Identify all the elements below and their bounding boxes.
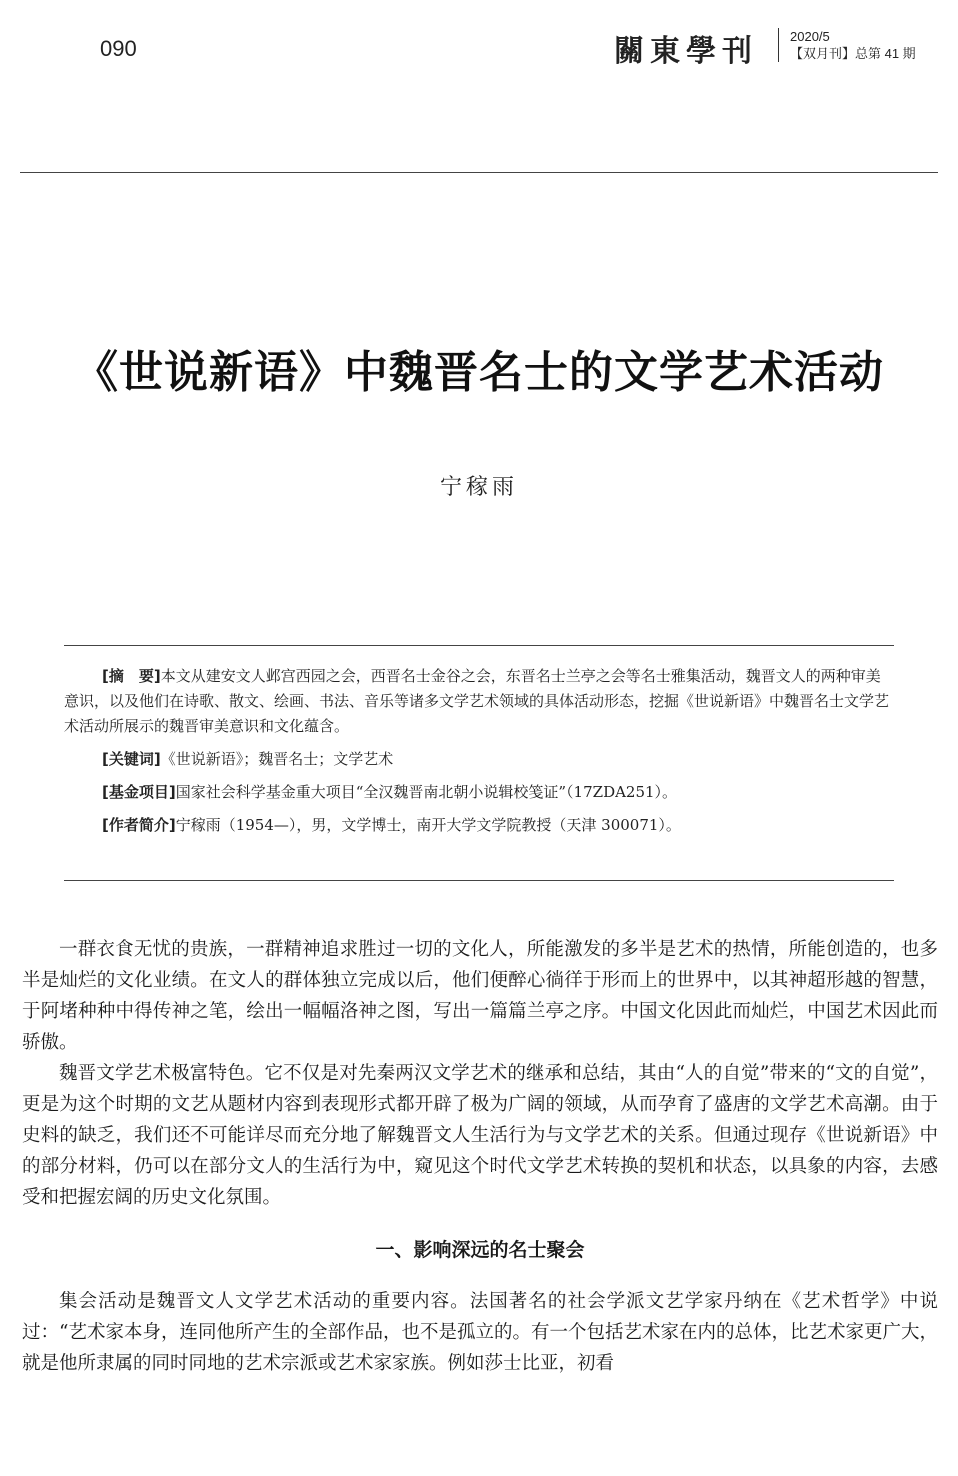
body-paragraph: 魏晋文学艺术极富特色。它不仅是对先秦两汉文学艺术的继承和总结，其由“人的自觉”带来的“文的自觉”，更是为这个时期的文艺从题材内容到表现形式都开辟了极为广阔的领域，从而孕育了盛唐的文学艺术高潮。由于史料的缺乏，我们还不可能详尽而充分地了解魏晋文人生活行为与文学艺术的关系。但通过现存《世说新语》中的部分材料，仍可以在部分文人的生活行为中，窥见这个时代文学艺术转换的契机和状态，以具象的内容，去感受和把握宏阔的历史文化氛围。 — [22, 1063, 938, 1208]
abstract-bottom-rule — [64, 880, 894, 881]
bio-text: 宁稼雨（1954—），男，文学博士，南开大学文学院教授（天津 300071）。 — [175, 816, 681, 834]
keywords — [64, 747, 894, 772]
header-rule — [20, 172, 938, 173]
issue-block — [790, 28, 916, 62]
article-title: 《世说新语》中魏晋名士的文学艺术活动 — [74, 347, 884, 398]
section-heading: 一、影响深远的名士聚会 — [375, 1239, 585, 1261]
bio-label: [作者简介] — [102, 816, 176, 834]
fund — [64, 780, 894, 805]
issue-info: 【双月刊】总第 41 期 — [790, 46, 916, 61]
body-paragraph: 集会活动是魏晋文人文学艺术活动的重要内容。法国著名的社会学派文艺学家丹纳在《艺术哲学》中说过：“艺术家本身，连同他所产生的全部作品，也不是孤立的。有一个包括艺术家在内的总体，比艺术家更广大，就是他所隶属的同时同地的艺术宗派或艺术家家族。例如莎士比亚，初看 — [22, 1291, 938, 1374]
issue-date: 2020/5 — [790, 29, 830, 44]
abstract-label: [摘 要] — [102, 667, 161, 685]
body-paragraph: 一群衣食无忧的贵族，一群精神追求胜过一切的文化人，所能激发的多半是艺术的热情，所能创造的，也多半是灿烂的文化业绩。在文人的群体独立完成以后，他们便醉心徜徉于形而上的世界中，以其神超形越的智慧，于阿堵种种中得传神之笔，绘出一幅幅洛神之图，写出一篇篇兰亭之序。中国文化因此而灿烂，中国艺术因此而骄傲。 — [22, 939, 938, 1053]
fund-label: [基金项目] — [102, 783, 176, 801]
page-number: 090 — [100, 36, 137, 61]
abstract-text: 本文从建安文人邺宫西园之会，西晋名士金谷之会，东晋名士兰亭之会等名士雅集活动，魏晋文人的两种审美意识，以及他们在诗歌、散文、绘画、书法、音乐等诸多文学艺术领域的具体活动形态，挖掘《世说新语》中魏晋名士文学艺术活动所展示的魏晋审美意识和文化蕴含。 — [64, 667, 890, 735]
fund-text: 国家社会科学基金重大项目“全汉魏晋南北朝小说辑校笺证”（17ZDA251）。 — [175, 783, 678, 801]
header-divider — [778, 28, 779, 62]
journal-name: 關東學刊 — [614, 34, 758, 69]
author-bio — [64, 813, 894, 838]
article-author: 宁稼雨 — [439, 475, 518, 500]
abstract-block — [64, 664, 894, 846]
abstract — [64, 664, 894, 739]
keywords-label: [关键词] — [102, 750, 161, 768]
article-body — [22, 934, 938, 1379]
abstract-top-rule — [64, 645, 894, 646]
keywords-text: 《世说新语》；魏晋名士；文学艺术 — [160, 750, 394, 768]
